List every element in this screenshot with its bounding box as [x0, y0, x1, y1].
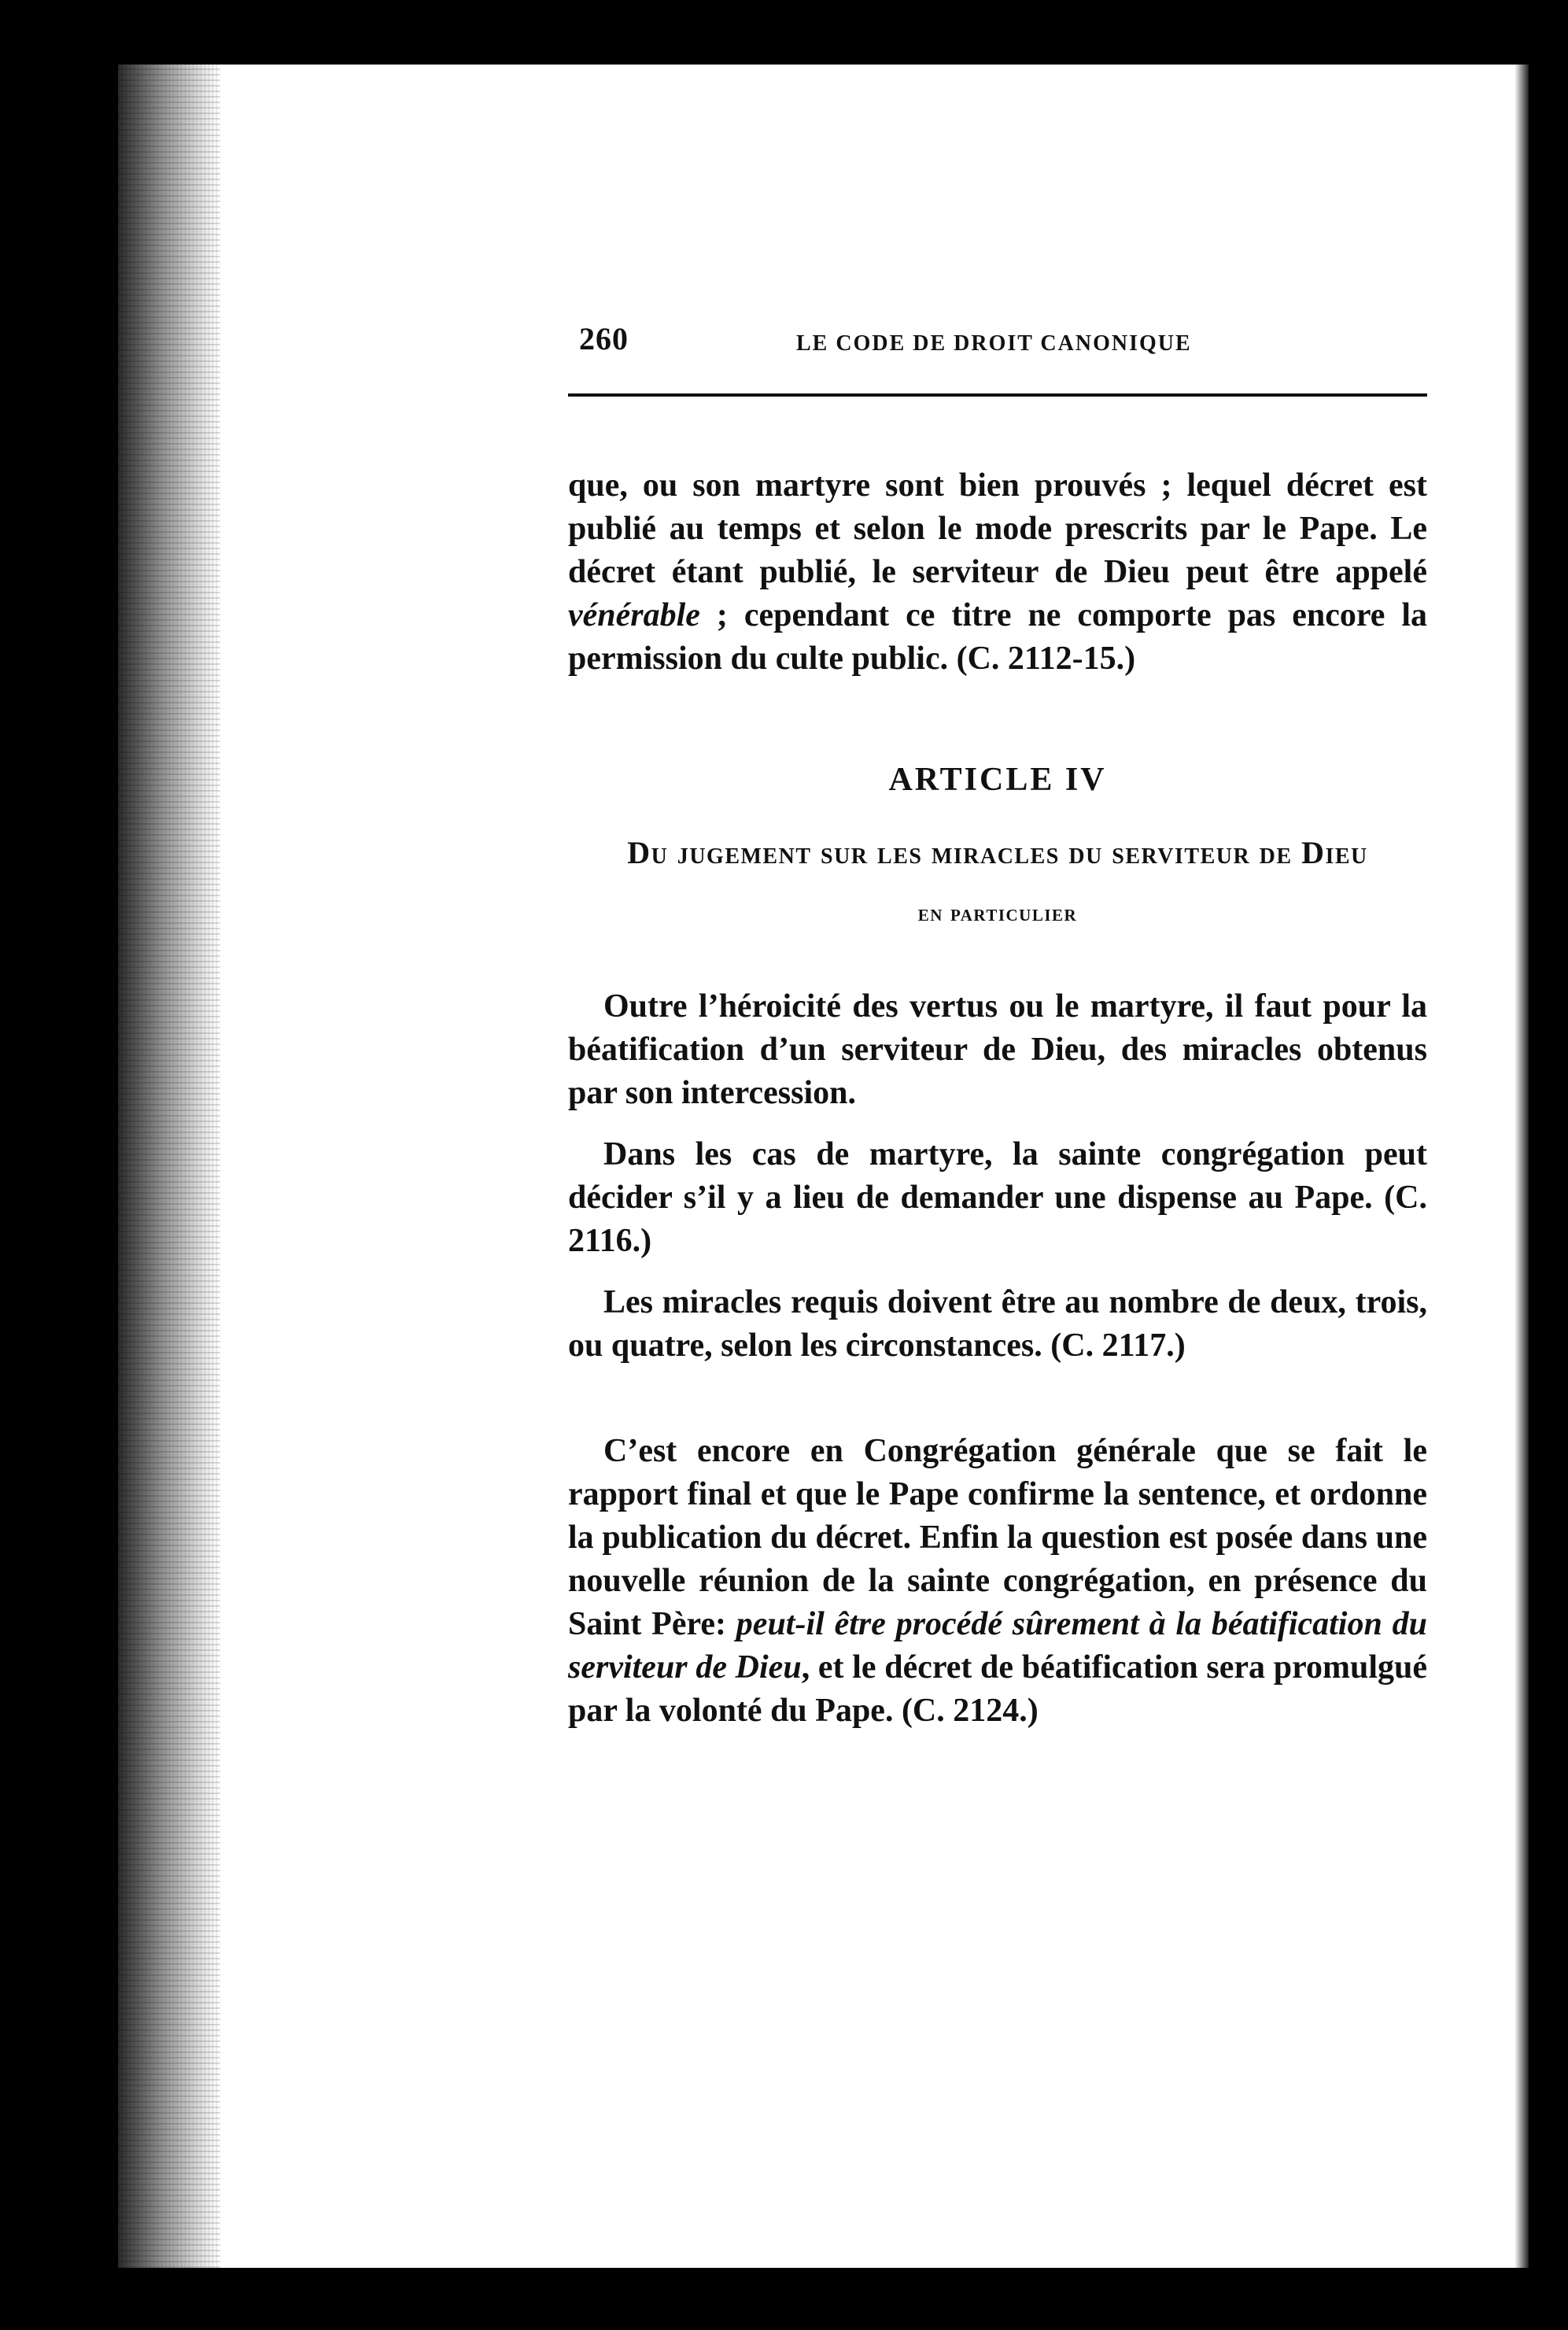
gutter-texture — [118, 65, 220, 2268]
paragraph-4: Les miracles requis doivent être au nombre de deux, trois, ou quatre, selon les circonstances. (C. 2117.) — [568, 1284, 1427, 1364]
article-title: ARTICLE IV — [888, 762, 1107, 798]
paragraph-1-text-a: que, ou son martyre sont bien prouvés ; lequel décret est publié au temps et selon le mode prescrits par le Pape. Le décret étant publié, le serviteur de Dieu peut être appelé — [568, 467, 1427, 590]
paragraph-1-text-b: ; cependant ce titre ne comporte pas encore la permission du culte public. (C. 2112-15.) — [568, 597, 1427, 677]
paragraph-2: Outre l’héroicité des vertus ou le martyre, il faut pour la béatification d’un serviteur de Dieu, des miracles obtenus par son intercession. — [568, 988, 1427, 1111]
paragraph-1-italic: vénérable — [568, 597, 700, 633]
paragraph-3: Dans les cas de martyre, la sainte congrégation peut décider s’il y a lieu de demander une dispense au Pape. (C. 2116.) — [568, 1136, 1427, 1259]
paragraph-5-italic: peut-il être procédé sûrement à la béatification du serviteur de Dieu — [568, 1606, 1427, 1686]
paragraph-5-text-a: C’est encore en Congrégation générale que se fait le rapport final et que le Pape confirme la sentence, et ordonne la publication du décret. Enfin la question est posée dans une nouvelle réunion de la sainte congrégation, en présence du Saint Père: — [568, 1433, 1427, 1642]
book-page — [118, 65, 1529, 2268]
paragraph-5 — [568, 1430, 1427, 1733]
paragraph-1 — [568, 464, 1427, 681]
section-subtitle-line-2: en particulier — [917, 900, 1078, 926]
section-subtitle-line-1: Du jugement sur les miracles du serviteur de Dieu — [627, 835, 1368, 870]
running-head — [568, 320, 1529, 367]
page-number: 260 — [579, 321, 629, 356]
page-right-edge — [1515, 65, 1529, 2268]
running-title: LE CODE DE DROIT CANONIQUE — [796, 331, 1192, 356]
paragraph-5-text-b: , et le décret de béatification sera promulgué par la volonté du Pape. (C. 2124.) — [568, 1649, 1427, 1729]
header-rule — [568, 393, 1427, 397]
